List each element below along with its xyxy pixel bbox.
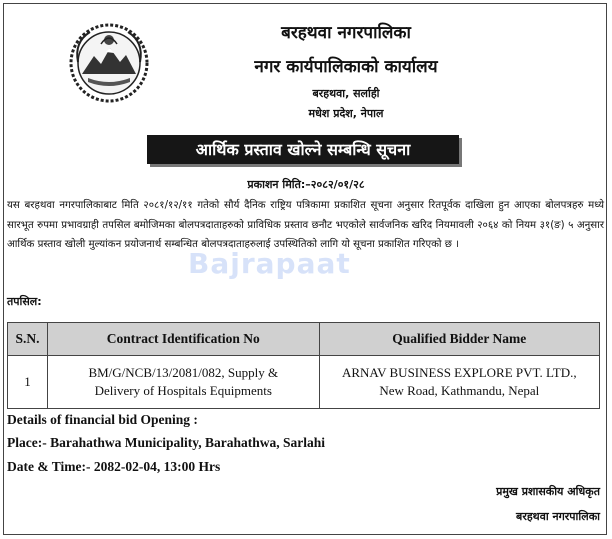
bidder-line-1: ARNAV BUSINESS EXPLORE PVT. LTD.,: [341, 365, 577, 380]
contract-line-1: BM/G/NCB/13/2081/082, Supply &: [88, 365, 279, 380]
cell-bidder-name: [319, 356, 599, 409]
contract-line-2: Delivery of Hospitals Equipments: [94, 383, 272, 398]
office-name: नगर कार्यपालिकाको कार्यालय: [254, 57, 438, 77]
bidder-table: [7, 322, 600, 409]
publish-date: प्रकाशन मिति:–२०८२/०१/२८: [247, 178, 365, 191]
notice-body: यस बरहथवा नगरपालिकाबाट मिति २०८१/१२/११ गतेको सौर्य दैनिक राष्ट्रिय पत्रिकामा प्रकाशित सूचना अनुसार रितपूर्वक दाखिला हुन आएका बोलपत्रहरु मध्ये सारभूत रुपमा प्रभावग्राही तपसिल बमोजिमका बोलपत्रदाताहरुको प्राविधिक प्रस्ताव छनौट भएकोले सार्वजनिक खरिद नियमावली २०६४ को नियम ३१(ङ) ५ अनुसार आर्थिक प्रस्ताव खोली मुल्यांकन प्रयोजनार्थ सम्बन्धित बोलपत्रदाताहरुलाई उपस्थितिको लागि यो सूचना प्रकाशित गरिएको छ ।: [7, 200, 604, 250]
cell-contract-id: [47, 356, 319, 409]
header-sn: S.N.: [8, 323, 48, 356]
details-place: Place:- Barahathwa Municipality, Barahathwa, Sarlahi: [7, 435, 326, 450]
header-bidder-name: Qualified Bidder Name: [319, 323, 599, 356]
signatory-org: बरहथवा नगरपालिका: [516, 510, 600, 523]
details-heading: Details of financial bid Opening :: [7, 412, 198, 427]
table-row: [8, 356, 600, 409]
office-location: बरहथवा, सर्लाही: [312, 87, 380, 100]
tapsil-label: तपसिल:: [7, 295, 42, 308]
org-name: बरहथवा नगरपालिका: [281, 23, 411, 43]
notice-title: आर्थिक प्रस्ताव खोल्ने सम्बन्धि सूचना: [147, 135, 459, 164]
header-contract-id: Contract Identification No: [47, 323, 319, 356]
signatory-title: प्रमुख प्रशासकीय अधिकृत: [496, 485, 600, 498]
details-datetime: Date & Time:- 2082-02-04, 13:00 Hrs: [7, 459, 221, 474]
table-header-row: [8, 323, 600, 356]
bidder-line-2: New Road, Kathmandu, Nepal: [379, 383, 540, 398]
watermark: Bajrapaat: [188, 247, 351, 280]
cell-sn: 1: [8, 356, 48, 409]
office-province: मधेश प्रदेश, नेपाल: [308, 107, 384, 120]
